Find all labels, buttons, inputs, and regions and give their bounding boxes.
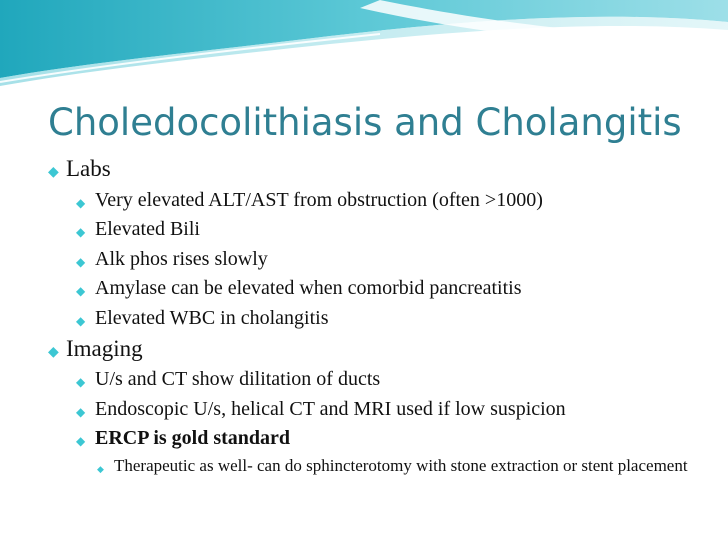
bullet-text: U/s and CT show dilitation of ducts: [95, 368, 381, 390]
diamond-bullet-icon: ◆: [48, 165, 59, 180]
bullet-text: Endoscopic U/s, helical CT and MRI used if low suspicion: [95, 398, 566, 420]
bullet-text: Labs: [66, 156, 111, 181]
diamond-bullet-icon: ◆: [76, 225, 86, 239]
list-item: [76, 276, 522, 303]
diamond-bullet-icon: ◆: [76, 375, 86, 389]
diamond-bullet-icon: ◆: [76, 434, 86, 448]
bullet-text: Elevated WBC in cholangitis: [95, 307, 329, 329]
diamond-bullet-icon: ◆: [76, 196, 86, 210]
list-item: [76, 247, 268, 274]
list-item: [76, 217, 200, 244]
diamond-bullet-icon: ◆: [76, 314, 86, 328]
bullet-text: Alk phos rises slowly: [95, 248, 268, 270]
bullet-text-emphasis: ERCP is gold standard: [95, 427, 291, 449]
bullet-text: Elevated Bili: [95, 218, 200, 240]
diamond-bullet-icon: ◆: [76, 255, 86, 269]
list-item: [76, 306, 328, 333]
list-item: [76, 367, 380, 394]
list-item: [76, 397, 566, 424]
sub-list-item: [97, 455, 697, 480]
slide-title: Choledocolithiasis and Cholangitis: [48, 101, 682, 144]
list-item: [76, 188, 543, 215]
diamond-bullet-icon: ◆: [48, 345, 59, 360]
list-item: [76, 426, 290, 453]
bullet-text: Very elevated ALT/AST from obstruction (often >1000): [95, 189, 543, 211]
bullet-text: Amylase can be elevated when comorbid pancreatitis: [95, 277, 522, 299]
diamond-bullet-icon: ◆: [76, 405, 86, 419]
diamond-bullet-icon: ◆: [76, 284, 86, 298]
bullet-labs: [48, 156, 111, 186]
diamond-bullet-icon: ◆: [97, 464, 104, 474]
bullet-text: Therapeutic as well- can do sphincterotomy with stone extraction or stent placement: [114, 456, 688, 475]
bullet-imaging: [48, 336, 143, 366]
bullet-text: Imaging: [66, 336, 143, 361]
